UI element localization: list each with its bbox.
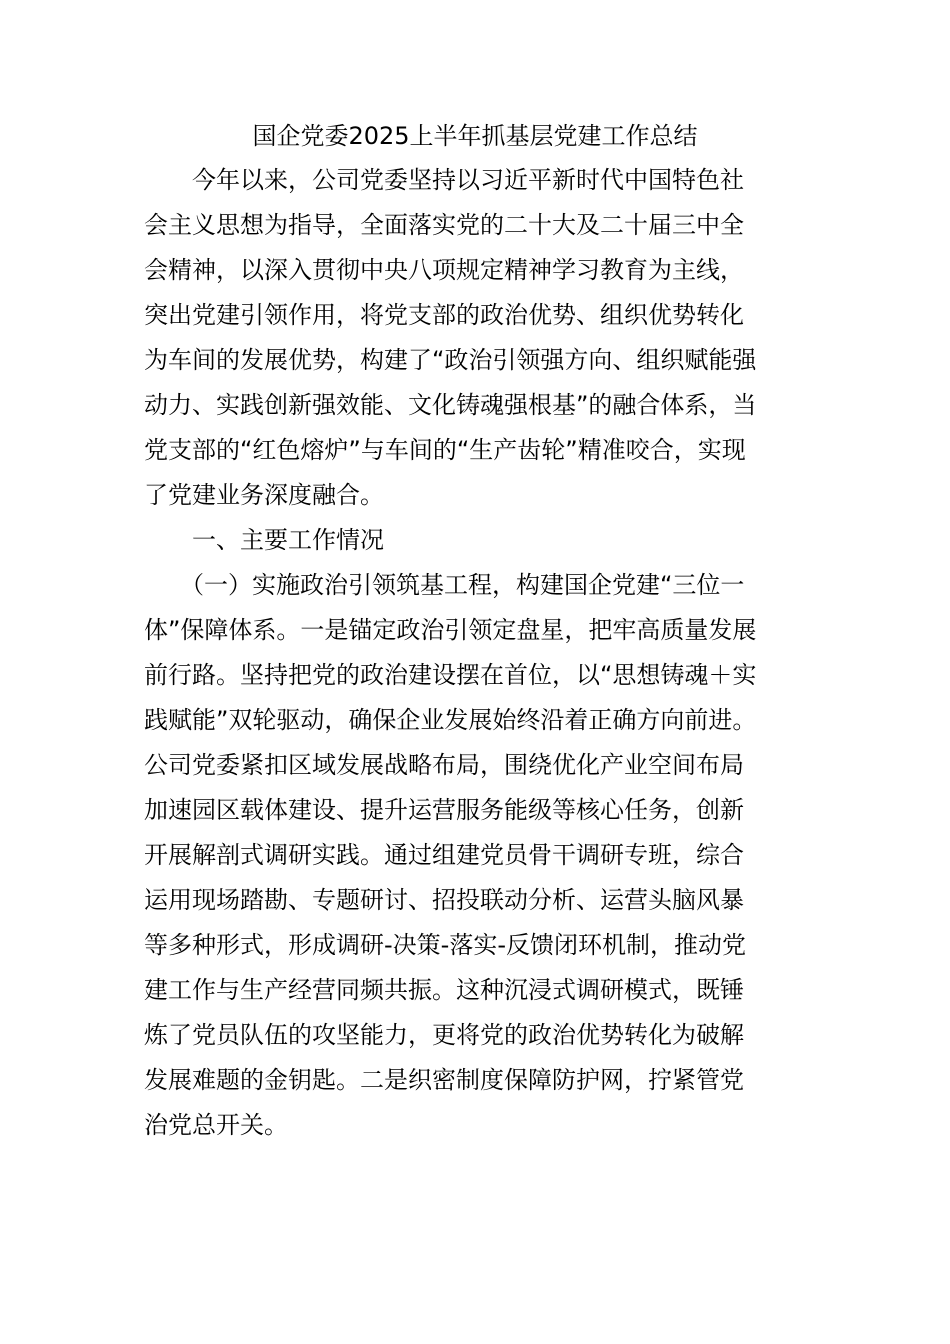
section-heading-1: 一、主要工作情况: [144, 526, 384, 554]
paragraph-line-6: 动力、实践创新强效能、文化铸魂强根基”的融合体系，当: [144, 391, 757, 419]
paragraph-line-12: 前行路。坚持把党的政治建设摆在首位，以“思想铸魂＋实: [144, 661, 757, 689]
paragraph-line-19: 建工作与生产经营同频共振。这种沉浸式调研模式，既锤: [144, 976, 744, 1004]
paragraph-line-17: 运用现场踏勘、专题研讨、招投联动分析、运营头脑风暴: [144, 886, 744, 914]
paragraph-line-15: 加速园区载体建设、提升运营服务能级等核心任务，创新: [144, 796, 744, 824]
paragraph-line-20: 炼了党员队伍的攻坚能力，更将党的政治优势转化为破解: [144, 1021, 744, 1049]
paragraph-line-3: 会精神，以深入贯彻中央八项规定精神学习教育为主线，: [144, 256, 744, 284]
paragraph-line-21: 发展难题的金钥匙。二是织密制度保障防护网，拧紧管党: [144, 1066, 744, 1094]
paragraph-line-10: （一）实施政治引领筑基工程，构建国企党建“三位一: [144, 571, 745, 599]
paragraph-line-2: 会主义思想为指导，全面落实党的二十大及二十届三中全: [144, 211, 744, 239]
paragraph-line-8: 了党建业务深度融合。: [144, 481, 384, 509]
paragraph-line-5: 为车间的发展优势，构建了“政治引领强方向、组织赋能强: [144, 346, 757, 374]
paragraph-line-1: 今年以来，公司党委坚持以习近平新时代中国特色社: [144, 166, 744, 194]
paragraph-line-22: 治党总开关。: [144, 1111, 288, 1139]
paragraph-line-16: 开展解剖式调研实践。通过组建党员骨干调研专班，综合: [144, 841, 744, 869]
paragraph-line-14: 公司党委紧扣区域发展战略布局，围绕优化产业空间布局: [144, 751, 744, 779]
paragraph-line-18: 等多种形式，形成调研-决策-落实-反馈闭环机制，推动党: [144, 931, 746, 959]
paragraph-line-4: 突出党建引领作用，将党支部的政治优势、组织优势转化: [144, 301, 744, 329]
document-title: 国企党委2025上半年抓基层党建工作总结: [252, 122, 698, 150]
paragraph-line-13: 践赋能”双轮驱动，确保企业发展始终沿着正确方向前进。: [144, 706, 757, 734]
paragraph-line-11: 体”保障体系。一是锚定政治引领定盘星，把牢高质量发展: [144, 616, 757, 644]
paragraph-line-7: 党支部的“红色熔炉”与车间的“生产齿轮”精准咬合，实现: [144, 436, 746, 464]
